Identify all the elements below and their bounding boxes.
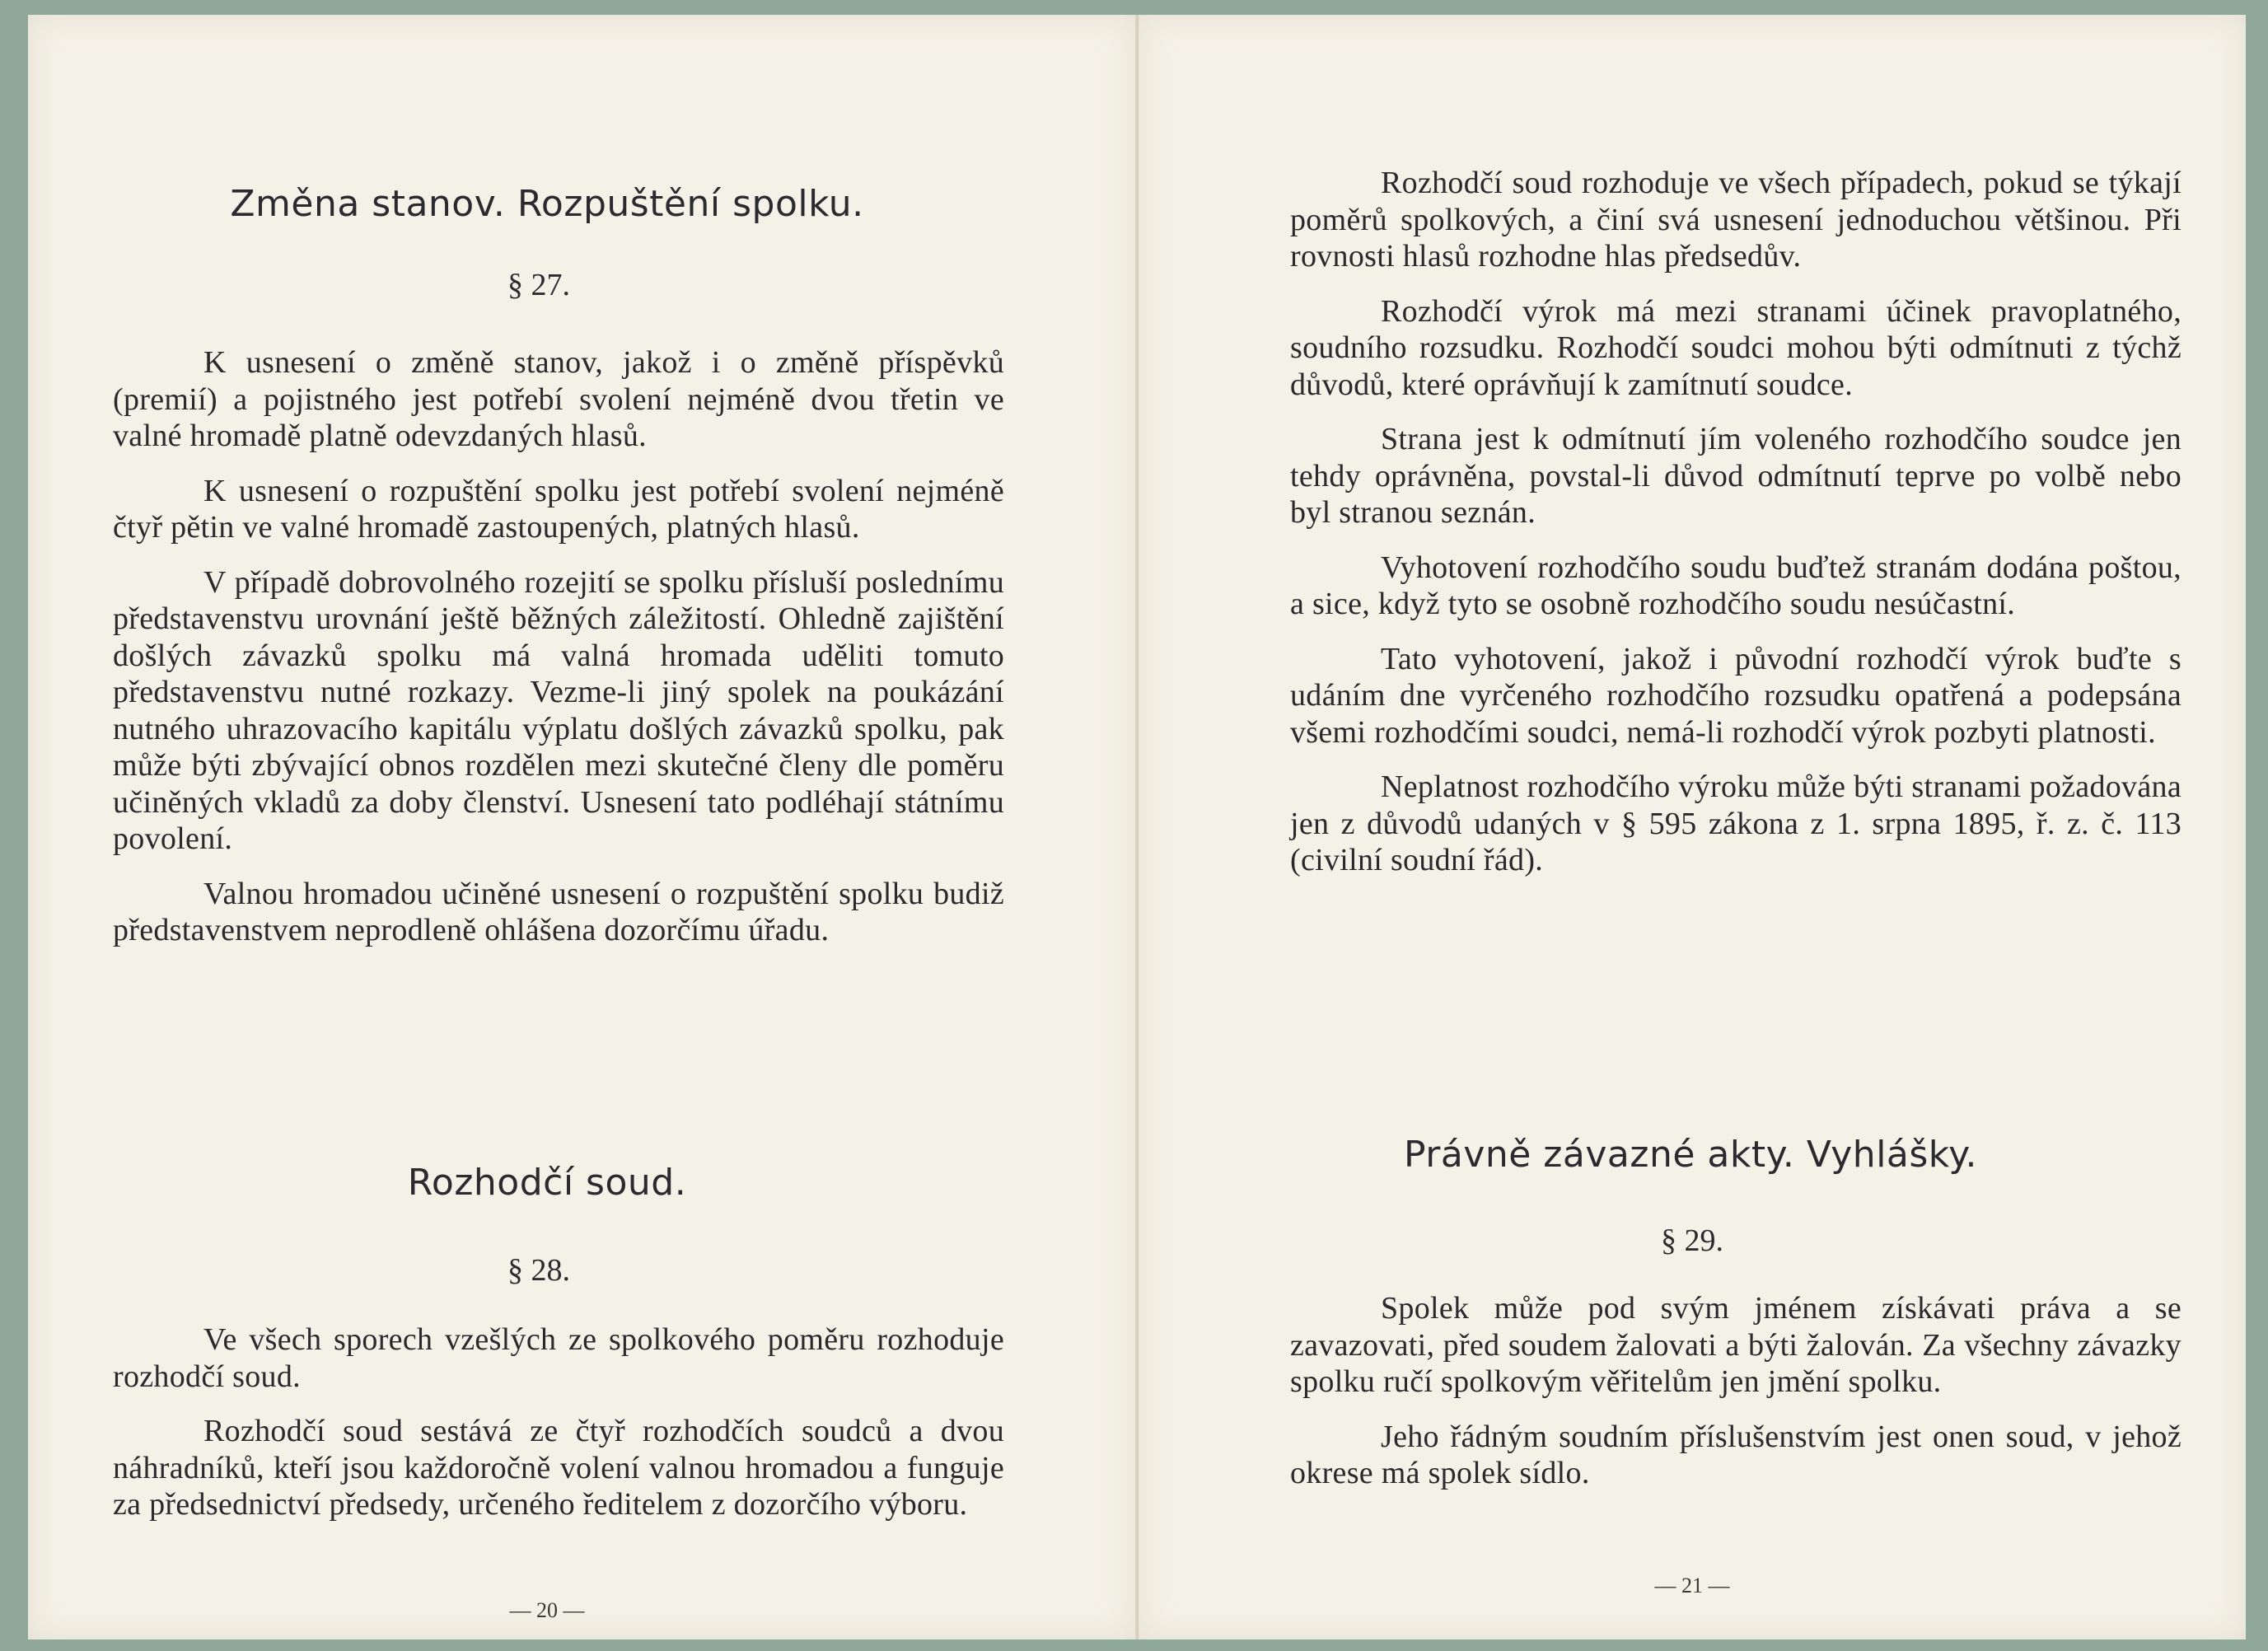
section-28-mark: § 28. [507,1253,570,1288]
section-28-text [113,1321,1004,1523]
paragraph: Valnou hromadou učiněné usnesení o rozpuštění spolku budiž představenstvem neprodleně ohlášena dozorčímu úřadu. [113,876,1004,947]
paragraph: Vyhotovení rozhodčího soudu buďtež stranám dodána poštou, a sice, když tyto se osobně rozhodčího soudu nesúčastní. [1290,550,2181,621]
paragraph: Tato vyhotovení, jakož i původní rozhodčí výrok buďte s udáním dne vyrčeného rozhodčího rozsudku opatřená a podepsána všemi rozhodčími soudci, nemá-li rozhodčí výrok pozbyti platnosti. [1290,641,2181,750]
section-27-mark: § 27. [507,268,570,302]
paragraph: Ve všech sporech vzešlých ze spolkového poměru rozhoduje rozhodčí soud. [113,1322,1004,1394]
left-page [28,15,1135,1639]
paragraph: Strana jest k odmítnutí jím voleného rozhodčího soudce jen tehdy oprávněna, povstal-li důvod odmítnutí teprve po volbě nebo byl stranou seznán. [1290,422,2181,530]
paragraph: Jeho řádným soudním příslušenstvím jest onen soud, v jehož okrese má spolek sídlo. [1290,1419,2181,1490]
paragraph: Spolek může pod svým jménem získávati práva a se zavazovati, před soudem žalovati a býti žalován. Za všechny závazky spolku ručí spolkovým věřitelům jen jmění spolku. [1290,1291,2181,1399]
heading-rozhodci-soud: Rozhodčí soud. [407,1162,687,1204]
section-29-mark: § 29. [1661,1223,1723,1258]
section-29-text [1290,1290,2181,1492]
heading-pravne-zavazne-akty: Právně závazné akty. Vyhlášky. [1404,1134,1977,1176]
section-28-continued-text [1290,165,2181,879]
paragraph: Neplatnost rozhodčího výroku může býti stranami požadována jen z důvodů udaných v § 595 zákona z 1. srpna 1895, ř. z. č. 113 (civilní soudní řád). [1290,769,2181,877]
section-27-text [113,344,1004,949]
paragraph: K usnesení o rozpuštění spolku jest potřebí svolení nejméně čtyř pětin ve valné hromadě zastoupených, platných hlasů. [113,473,1004,545]
paragraph: V případě dobrovolného rozejití se spolku přísluší poslednímu představenstvu urovnání ještě běžných záležitostí. Ohledně zajištění došlých závazků spolku má valná hromada uděliti tomuto představenstvu nutné rozkazy. Vezme-li jiný spolek na poukázání nutného uhrazovacího kapitálu výplatu došlých závazků spolku, pak může býti zbývající obnos rozdělen mezi skutečné členy dle poměru učiněných vkladů za doby členství. Usnesení tato podléhají státnímu povolení. [113,564,1004,856]
paragraph: K usnesení o změně stanov, jakož i o změně příspěvků (premií) a pojistného jest potřebí svolení nejméně dvou třetin ve valné hromadě platně odevzdaných hlasů. [113,345,1004,453]
paragraph: Rozhodčí výrok má mezi stranami účinek pravoplatného, soudního rozsudku. Rozhodčí soudci mohou býti odmítnuti z týchž důvodů, které oprávňují k zamítnutí soudce. [1290,293,2181,402]
page-number-left: — 20 — [509,1598,585,1622]
heading-zmena-stanov: Změna stanov. Rozpuštění spolku. [230,183,864,225]
page-number-right: — 21 — [1654,1574,1730,1597]
right-page [1139,15,2246,1639]
paragraph: Rozhodčí soud rozhoduje ve všech případech, pokud se týkají poměrů spolkových, a činí svá usnesení jednoduchou většinou. Při rovnosti hlasů rozhodne hlas předsedův. [1290,166,2181,274]
paragraph: Rozhodčí soud sestává ze čtyř rozhodčích soudců a dvou náhradníků, kteří jsou každoročně volení valnou hromadou a funguje za předsednictví předsedy, určeného ředitelem z dozorčího výboru. [113,1414,1004,1522]
